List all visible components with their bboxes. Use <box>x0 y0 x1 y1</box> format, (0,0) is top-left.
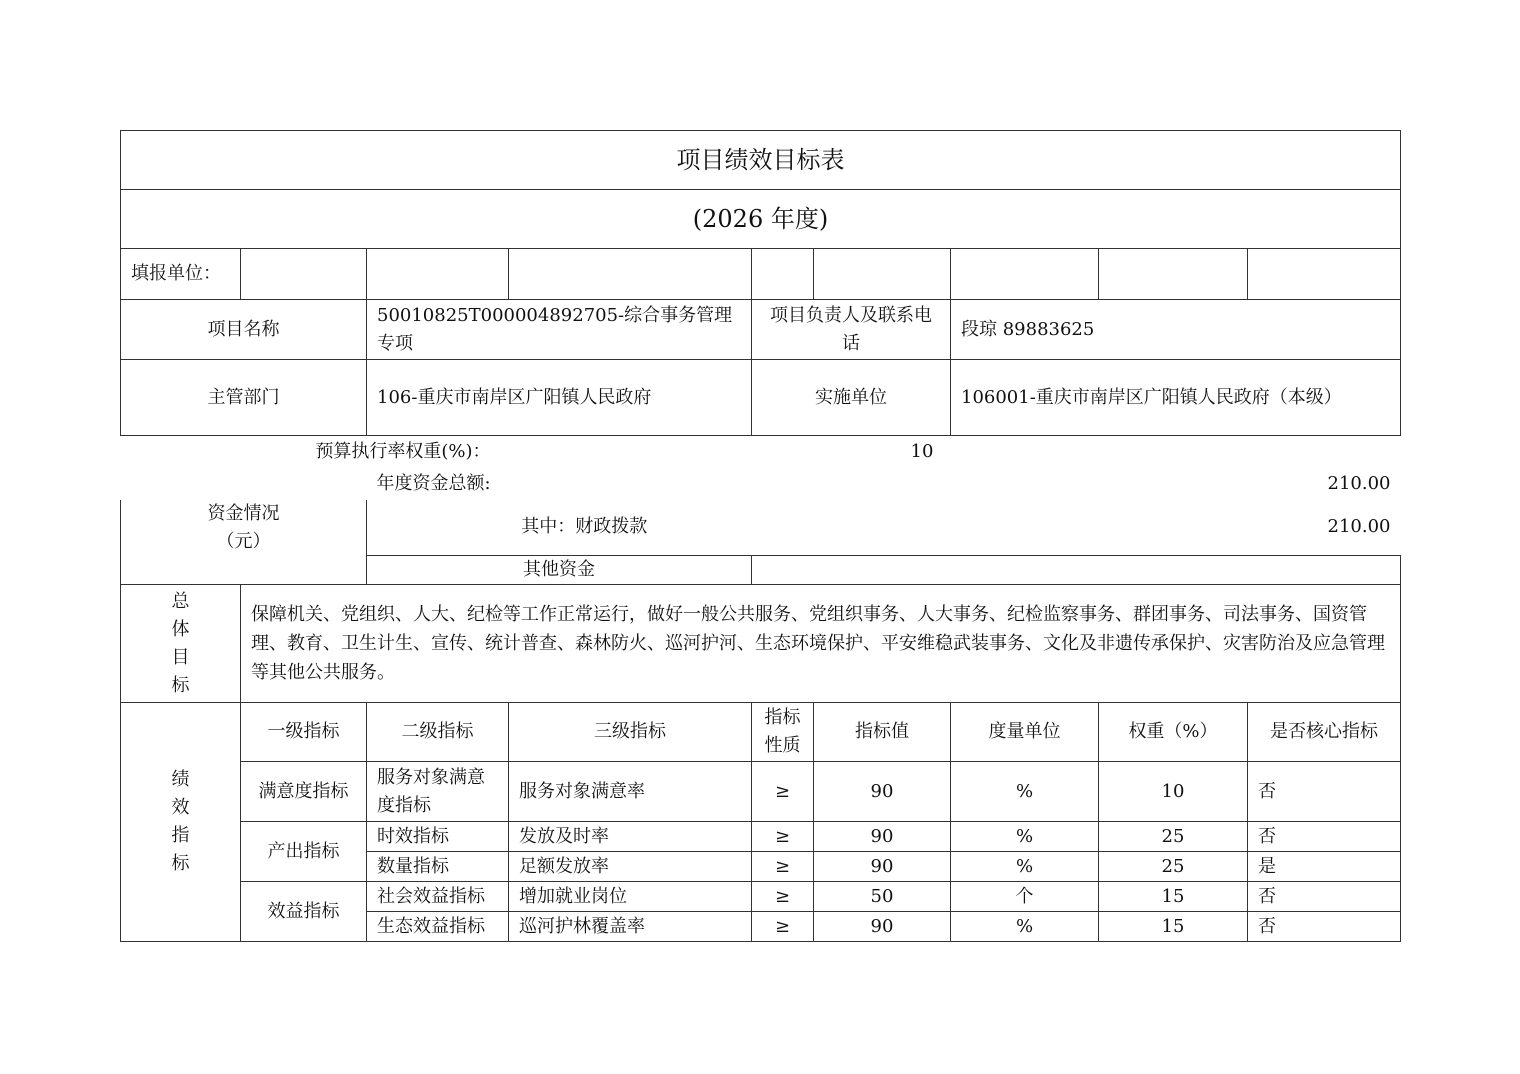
indicator-core: 否 <box>1248 762 1401 822</box>
indicator-weight: 10 <box>1099 762 1248 822</box>
indicator-value: 90 <box>814 912 951 942</box>
overall-goal-text: 保障机关、党组织、人大、纪检等工作正常运行，做好一般公共服务、党组织事务、人大事务、纪检监察事务、群团事务、司法事务、国资管理、教育、卫生计生、宣传、统计普查、森林防火、巡河护河、生态环境保护、平安维稳武装事务、文化及非遗传承保护、灾害防治及应急管理等其他公共服务。 <box>241 585 1401 703</box>
filing-cell <box>752 249 814 300</box>
fiscal-allocation-label: 其中：财政拨款 <box>521 516 648 538</box>
indicator-unit: % <box>951 912 1099 942</box>
header-level3: 三级指标 <box>509 703 752 762</box>
spacer <box>121 468 367 500</box>
filing-cell <box>951 249 1099 300</box>
filing-cell <box>367 249 509 300</box>
indicator-unit: % <box>951 762 1099 822</box>
page-title: 项目绩效目标表 <box>121 131 1401 190</box>
indicator-level3: 巡河护林覆盖率 <box>509 912 752 942</box>
other-funds-label: 其他资金 <box>367 556 752 585</box>
header-level1: 一级指标 <box>241 703 367 762</box>
indicator-nature: ≥ <box>752 822 814 852</box>
indicator-weight: 25 <box>1099 852 1248 882</box>
table-row <box>121 762 1401 822</box>
other-funds-value <box>752 556 1401 585</box>
project-owner-label: 项目负责人及联系电话 <box>752 300 951 360</box>
budget-weight-number: 10 <box>910 440 934 462</box>
table-row <box>121 822 1401 852</box>
header-level2: 二级指标 <box>367 703 509 762</box>
indicator-weight: 25 <box>1099 822 1248 852</box>
indicator-unit: % <box>951 822 1099 852</box>
header-unit: 度量单位 <box>951 703 1099 762</box>
indicator-level2: 数量指标 <box>367 852 509 882</box>
indicator-level3: 发放及时率 <box>509 822 752 852</box>
project-name-label: 项目名称 <box>121 300 367 360</box>
header-core: 是否核心指标 <box>1248 703 1401 762</box>
header-value: 指标值 <box>814 703 951 762</box>
funds-label-line: （元） <box>216 530 271 552</box>
indicator-nature: ≥ <box>752 852 814 882</box>
indicator-label-char: 指 <box>171 825 190 846</box>
budget-weight-value <box>910 436 1401 468</box>
project-owner-value: 段琼 89883625 <box>951 300 1401 360</box>
indicator-nature: ≥ <box>752 762 814 822</box>
indicator-level3: 服务对象满意率 <box>509 762 752 822</box>
department-value: 106-重庆市南岸区广阳镇人民政府 <box>367 360 752 436</box>
filing-cell <box>241 249 367 300</box>
indicator-core: 否 <box>1248 822 1401 852</box>
indicator-core: 是 <box>1248 852 1401 882</box>
indicator-value: 90 <box>814 762 951 822</box>
indicator-unit: % <box>951 852 1099 882</box>
indicator-level2: 服务对象满意度指标 <box>367 762 509 822</box>
performance-indicators-label <box>121 703 241 942</box>
indicator-value: 50 <box>814 882 951 912</box>
project-name-value: 50010825T000004892705-综合事务管理专项 <box>367 300 752 360</box>
filing-cell <box>814 249 951 300</box>
department-label: 主管部门 <box>121 360 367 436</box>
filing-unit-label: 填报单位： <box>121 249 241 300</box>
indicator-level2: 时效指标 <box>367 822 509 852</box>
indicator-nature: ≥ <box>752 882 814 912</box>
performance-target-table <box>120 130 1401 942</box>
indicator-level2: 生态效益指标 <box>367 912 509 942</box>
goal-label-char: 目 <box>171 646 190 668</box>
goal-label-char: 体 <box>171 618 190 640</box>
header-weight: 权重（%） <box>1099 703 1248 762</box>
funds-label <box>121 500 367 556</box>
funds-label-line: 资金情况 <box>207 502 280 524</box>
spacer <box>509 436 951 468</box>
performance-target-sheet <box>120 130 1400 942</box>
indicator-level2: 社会效益指标 <box>367 882 509 912</box>
year-label: (2026 年度) <box>121 190 1401 249</box>
annual-total-label: 年度资金总额: <box>376 472 491 494</box>
indicator-core: 否 <box>1248 912 1401 942</box>
goal-label-char: 总 <box>171 590 190 612</box>
budget-weight-label: 预算执行率权重(%)： <box>315 440 491 462</box>
indicator-level3: 足额发放率 <box>509 852 752 882</box>
indicator-value: 90 <box>814 822 951 852</box>
indicator-label-char: 绩 <box>171 769 190 790</box>
filing-cell <box>1099 249 1248 300</box>
funds-label-bottom <box>121 556 367 585</box>
indicator-unit: 个 <box>951 882 1099 912</box>
indicator-level1: 满意度指标 <box>241 762 367 822</box>
indicator-value: 90 <box>814 852 951 882</box>
indicator-weight: 15 <box>1099 882 1248 912</box>
indicator-level1: 效益指标 <box>241 882 367 942</box>
overall-goal-label <box>121 585 241 703</box>
indicator-nature: ≥ <box>752 912 814 942</box>
goal-label-char: 标 <box>171 674 190 696</box>
implementing-unit-value: 106001-重庆市南岸区广阳镇人民政府（本级） <box>951 360 1401 436</box>
indicator-label-char: 效 <box>171 797 190 818</box>
annual-total-value: 210.00 <box>1327 472 1391 494</box>
header-nature: 指标性质 <box>752 703 814 762</box>
filing-cell <box>1248 249 1401 300</box>
indicator-core: 否 <box>1248 882 1401 912</box>
implementing-unit-label: 实施单位 <box>752 360 951 436</box>
fiscal-allocation-value: 210.00 <box>1327 516 1391 538</box>
table-row <box>121 882 1401 912</box>
indicator-weight: 15 <box>1099 912 1248 942</box>
filing-cell <box>509 249 752 300</box>
indicator-level3: 增加就业岗位 <box>509 882 752 912</box>
indicator-level1: 产出指标 <box>241 822 367 882</box>
indicator-label-char: 标 <box>171 853 190 874</box>
